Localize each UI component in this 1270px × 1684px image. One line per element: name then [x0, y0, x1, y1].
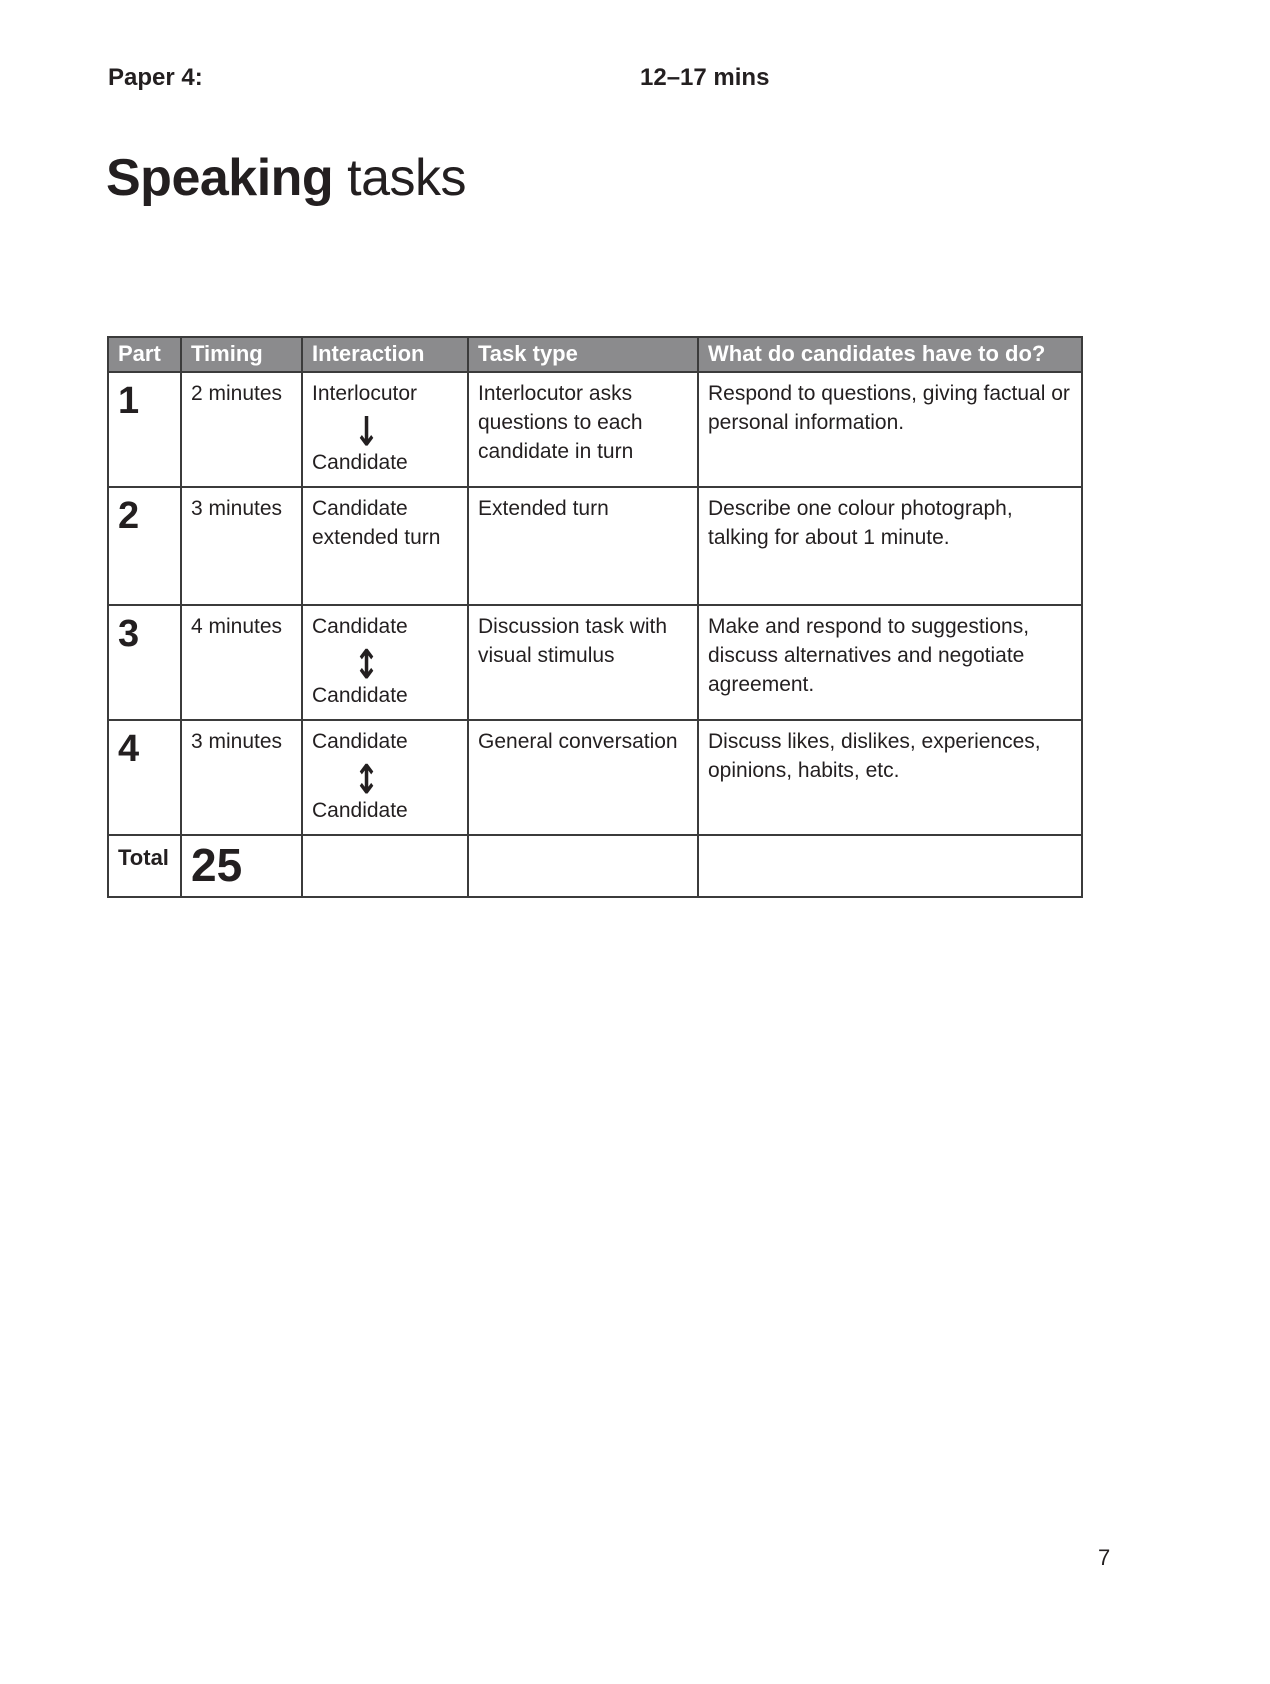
speaking-tasks-table	[107, 336, 1083, 898]
interaction-bottom-label: Candidate	[312, 684, 408, 708]
interaction-top-label: Candidate extended turn	[312, 497, 441, 550]
page-number: 7	[1098, 1545, 1111, 1570]
part-number: 2	[109, 488, 182, 604]
page-title-bold: Speaking	[106, 149, 334, 207]
task-type-cell: Discussion task with visual stimulus	[469, 606, 699, 719]
up-down-arrow-icon: ↕	[354, 757, 380, 805]
empty-cell	[699, 836, 1081, 896]
timing-cell: 2 minutes	[182, 373, 303, 486]
interaction-cell	[303, 606, 469, 719]
part-number: 4	[109, 721, 182, 834]
description-cell: Respond to questions, giving factual or personal information.	[708, 382, 1070, 435]
interaction-cell	[303, 488, 469, 604]
table-row	[109, 488, 1081, 606]
table-row	[109, 721, 1081, 836]
total-label: Total	[109, 836, 182, 896]
column-header-task-type: Task type	[469, 338, 699, 371]
interaction-top-label: Interlocutor	[312, 382, 418, 406]
up-down-arrow-icon: ↕	[354, 642, 380, 690]
timing-cell: 3 minutes	[182, 721, 303, 834]
empty-cell	[303, 836, 469, 896]
empty-cell	[469, 836, 699, 896]
interaction-cell	[303, 721, 469, 834]
column-header-candidates: What do candidates have to do?	[708, 341, 1046, 366]
interaction-cell	[303, 373, 469, 486]
column-header-timing: Timing	[182, 338, 303, 371]
table-header-row	[109, 338, 1081, 373]
description-cell: Describe one colour photograph, talking for about 1 minute.	[708, 497, 1013, 550]
paper-label: Paper 4:	[108, 64, 203, 91]
down-arrow-icon: ↓	[354, 409, 380, 457]
interaction-top-label: Candidate	[312, 615, 408, 639]
interaction-top-label: Candidate	[312, 730, 408, 754]
column-header-part: Part	[109, 338, 182, 371]
task-type-cell: General conversation	[469, 721, 699, 834]
description-cell: Discuss likes, dislikes, experiences, opinions, habits, etc.	[708, 730, 1041, 783]
total-value: 25	[182, 836, 303, 896]
column-header-interaction: Interaction	[303, 338, 469, 371]
task-type-cell: Interlocutor asks questions to each candidate in turn	[469, 373, 699, 486]
table-row	[109, 606, 1081, 721]
timing-cell: 3 minutes	[182, 488, 303, 604]
part-number: 1	[109, 373, 182, 486]
duration-label: 12–17 mins	[640, 64, 770, 91]
interaction-bottom-label: Candidate	[312, 451, 408, 475]
table-total-row	[109, 836, 1081, 896]
part-number: 3	[109, 606, 182, 719]
page-title	[106, 148, 466, 208]
page-title-light: tasks	[333, 149, 467, 207]
interaction-bottom-label: Candidate	[312, 799, 408, 823]
task-type-cell: Extended turn	[469, 488, 699, 604]
timing-cell: 4 minutes	[182, 606, 303, 719]
description-cell: Make and respond to suggestions, discuss alternatives and negotiate agreement.	[708, 615, 1030, 697]
table-row	[109, 373, 1081, 488]
